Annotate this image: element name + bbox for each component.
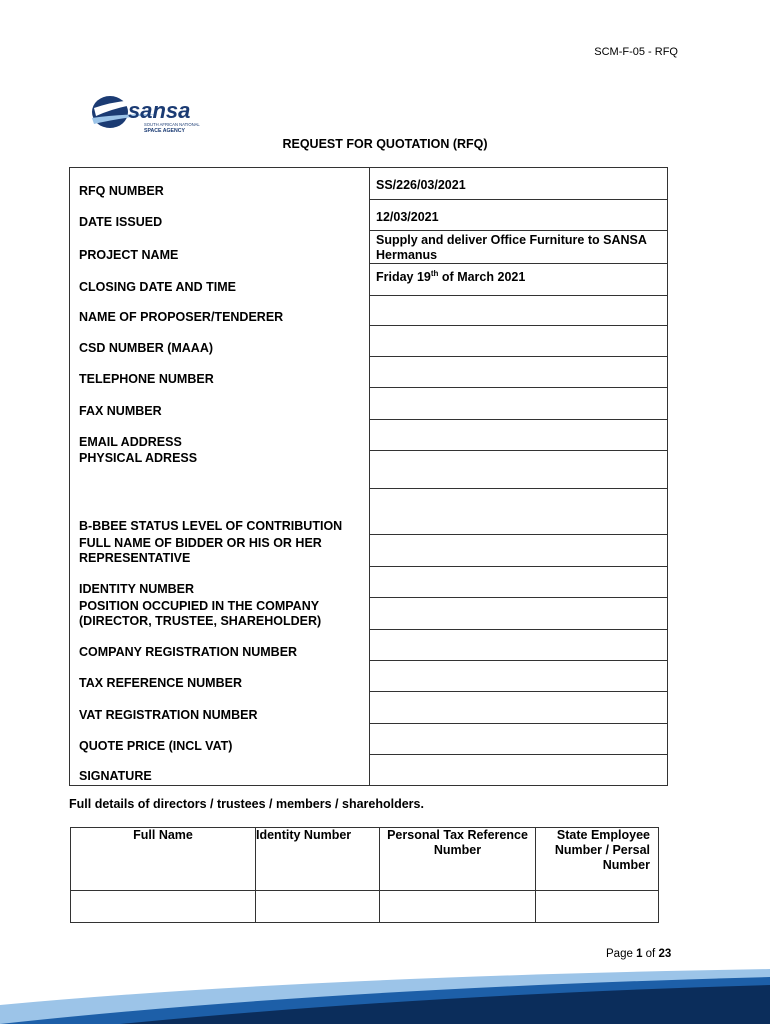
tax-reference-field[interactable] bbox=[370, 661, 668, 692]
identity-number-field[interactable] bbox=[370, 567, 668, 598]
col-identity-number: Identity Number bbox=[256, 828, 380, 891]
quote-price-label: QUOTE PRICE (INCL VAT) bbox=[70, 724, 370, 755]
tax-reference-label: TAX REFERENCE NUMBER bbox=[70, 661, 370, 692]
csd-number-field[interactable] bbox=[370, 326, 668, 357]
telephone-field[interactable] bbox=[370, 357, 668, 388]
position-field[interactable] bbox=[370, 598, 668, 630]
col-personal-tax: Personal Tax Reference Number bbox=[380, 828, 536, 891]
svg-text:SPACE AGENCY: SPACE AGENCY bbox=[144, 128, 185, 134]
rfq-number-label: RFQ NUMBER bbox=[70, 168, 370, 200]
signature-field[interactable] bbox=[370, 755, 668, 786]
bidder-name-label: FULL NAME OF BIDDER OR HIS OR HER REPRESENTATIVE bbox=[70, 535, 370, 567]
closing-date-label: CLOSING DATE AND TIME bbox=[70, 264, 370, 296]
project-name-value: Supply and deliver Office Furniture to SANSA Hermanus bbox=[370, 231, 668, 264]
identity-number-label: IDENTITY NUMBER bbox=[70, 567, 370, 598]
page-number: Page 1 of 23 bbox=[606, 948, 672, 960]
fax-label: FAX NUMBER bbox=[70, 388, 370, 420]
company-reg-label: COMPANY REGISTRATION NUMBER bbox=[70, 630, 370, 661]
bbbee-level-label: B-BBEE STATUS LEVEL OF CONTRIBUTION bbox=[70, 489, 370, 535]
physical-address-field[interactable] bbox=[370, 451, 668, 489]
vat-registration-label: VAT REGISTRATION NUMBER bbox=[70, 692, 370, 724]
svg-text:SOUTH AFRICAN NATIONAL: SOUTH AFRICAN NATIONAL bbox=[144, 122, 200, 127]
rfq-number-value: SS/226/03/2021 bbox=[370, 168, 668, 200]
email-label: EMAIL ADDRESS bbox=[70, 420, 370, 451]
email-field[interactable] bbox=[370, 420, 668, 451]
footer-swoosh bbox=[0, 925, 770, 1024]
proposer-name-label: NAME OF PROPOSER/TENDERER bbox=[70, 296, 370, 326]
col-state-employee: State Employee Number / Persal Number bbox=[536, 828, 659, 891]
project-name-label: PROJECT NAME bbox=[70, 231, 370, 264]
sansa-logo bbox=[88, 88, 238, 138]
director-tax-cell[interactable] bbox=[380, 891, 536, 923]
director-persal-cell[interactable] bbox=[536, 891, 659, 923]
document-title: REQUEST FOR QUOTATION (RFQ) bbox=[282, 137, 488, 151]
csd-number-label: CSD NUMBER (MAAA) bbox=[70, 326, 370, 357]
signature-label: SIGNATURE bbox=[70, 755, 370, 786]
bbbee-level-field[interactable] bbox=[370, 489, 668, 535]
director-id-cell[interactable] bbox=[256, 891, 380, 923]
proposer-name-field[interactable] bbox=[370, 296, 668, 326]
date-issued-label: DATE ISSUED bbox=[70, 200, 370, 231]
telephone-label: TELEPHONE NUMBER bbox=[70, 357, 370, 388]
directors-table bbox=[70, 827, 659, 923]
physical-address-label: PHYSICAL ADRESS bbox=[70, 451, 370, 489]
svg-text:sansa: sansa bbox=[128, 98, 191, 123]
company-reg-field[interactable] bbox=[370, 630, 668, 661]
quote-price-field[interactable] bbox=[370, 724, 668, 755]
date-issued-value: 12/03/2021 bbox=[370, 200, 668, 231]
directors-heading: Full details of directors / trustees / members / shareholders. bbox=[69, 797, 424, 811]
rfq-details-table bbox=[69, 167, 668, 786]
closing-date-value: Friday 19th of March 2021 bbox=[370, 264, 668, 296]
bidder-name-field[interactable] bbox=[370, 535, 668, 567]
director-name-cell[interactable] bbox=[71, 891, 256, 923]
position-label: POSITION OCCUPIED IN THE COMPANY (DIRECTOR, TRUSTEE, SHAREHOLDER) bbox=[70, 598, 370, 630]
vat-registration-field[interactable] bbox=[370, 692, 668, 724]
document-code: SCM-F-05 - RFQ bbox=[594, 46, 678, 58]
col-full-name: Full Name bbox=[71, 828, 256, 891]
fax-field[interactable] bbox=[370, 388, 668, 420]
